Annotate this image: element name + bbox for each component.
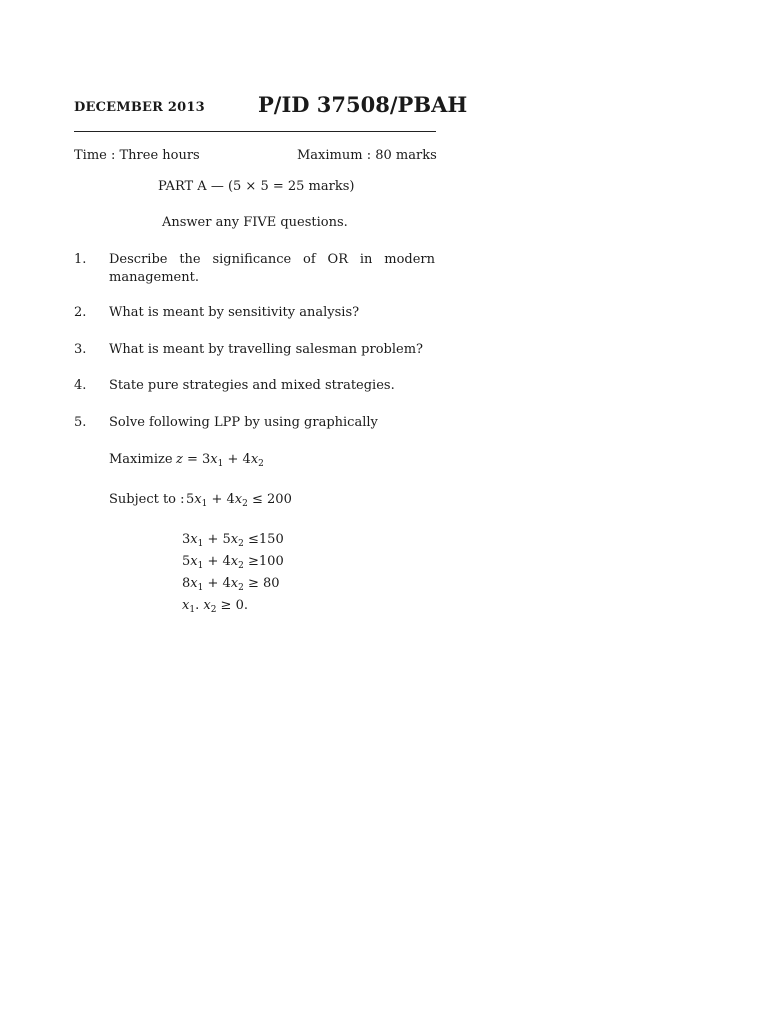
question-text: What is meant by travelling salesman problem? — [109, 342, 423, 357]
question-number: 1. — [74, 252, 87, 267]
objective-label: Maximize — [109, 452, 173, 467]
constraint: $5x_1 + 4x_2 \ge 100$ — [182, 554, 284, 571]
exam-month: DECEMBER 2013 — [74, 100, 205, 115]
part-a-heading: PART A — (5 × 5 = 25 marks) — [158, 179, 355, 194]
question-number: 2. — [74, 305, 87, 320]
question-text: Describe the significance of OR in modern management. — [109, 252, 435, 285]
header-divider — [74, 131, 436, 132]
part-a-instructions: Answer any FIVE questions. — [162, 215, 348, 230]
question-text: What is meant by sensitivity analysis? — [109, 305, 360, 320]
question-number: 4. — [74, 378, 87, 393]
question-number: 5. — [74, 415, 87, 430]
objective-function: $z = 3x_1 + 4x_2$ — [176, 452, 264, 469]
question-text: State pure strategies and mixed strategies. — [109, 378, 395, 393]
question-number: 3. — [74, 342, 87, 357]
constraint: $5x_1 + 4x_2 \le 200$ — [186, 492, 292, 509]
subject-to-label: Subject to : — [109, 492, 185, 507]
exam-duration: Time : Three hours — [74, 148, 200, 163]
constraint: $8x_1 + 4x_2 \ge 80$ — [182, 576, 280, 593]
maximum-marks: Maximum : 80 marks — [297, 148, 437, 163]
constraint: $3x_1 + 5x_2 \le 150$ — [182, 532, 284, 549]
paper-code: P/ID 37508/PBAH — [258, 92, 468, 117]
question-text: Solve following LPP by using graphically — [109, 415, 378, 430]
non-negativity-constraint: $x_1$. $x_2 \ge 0$. — [182, 598, 248, 615]
